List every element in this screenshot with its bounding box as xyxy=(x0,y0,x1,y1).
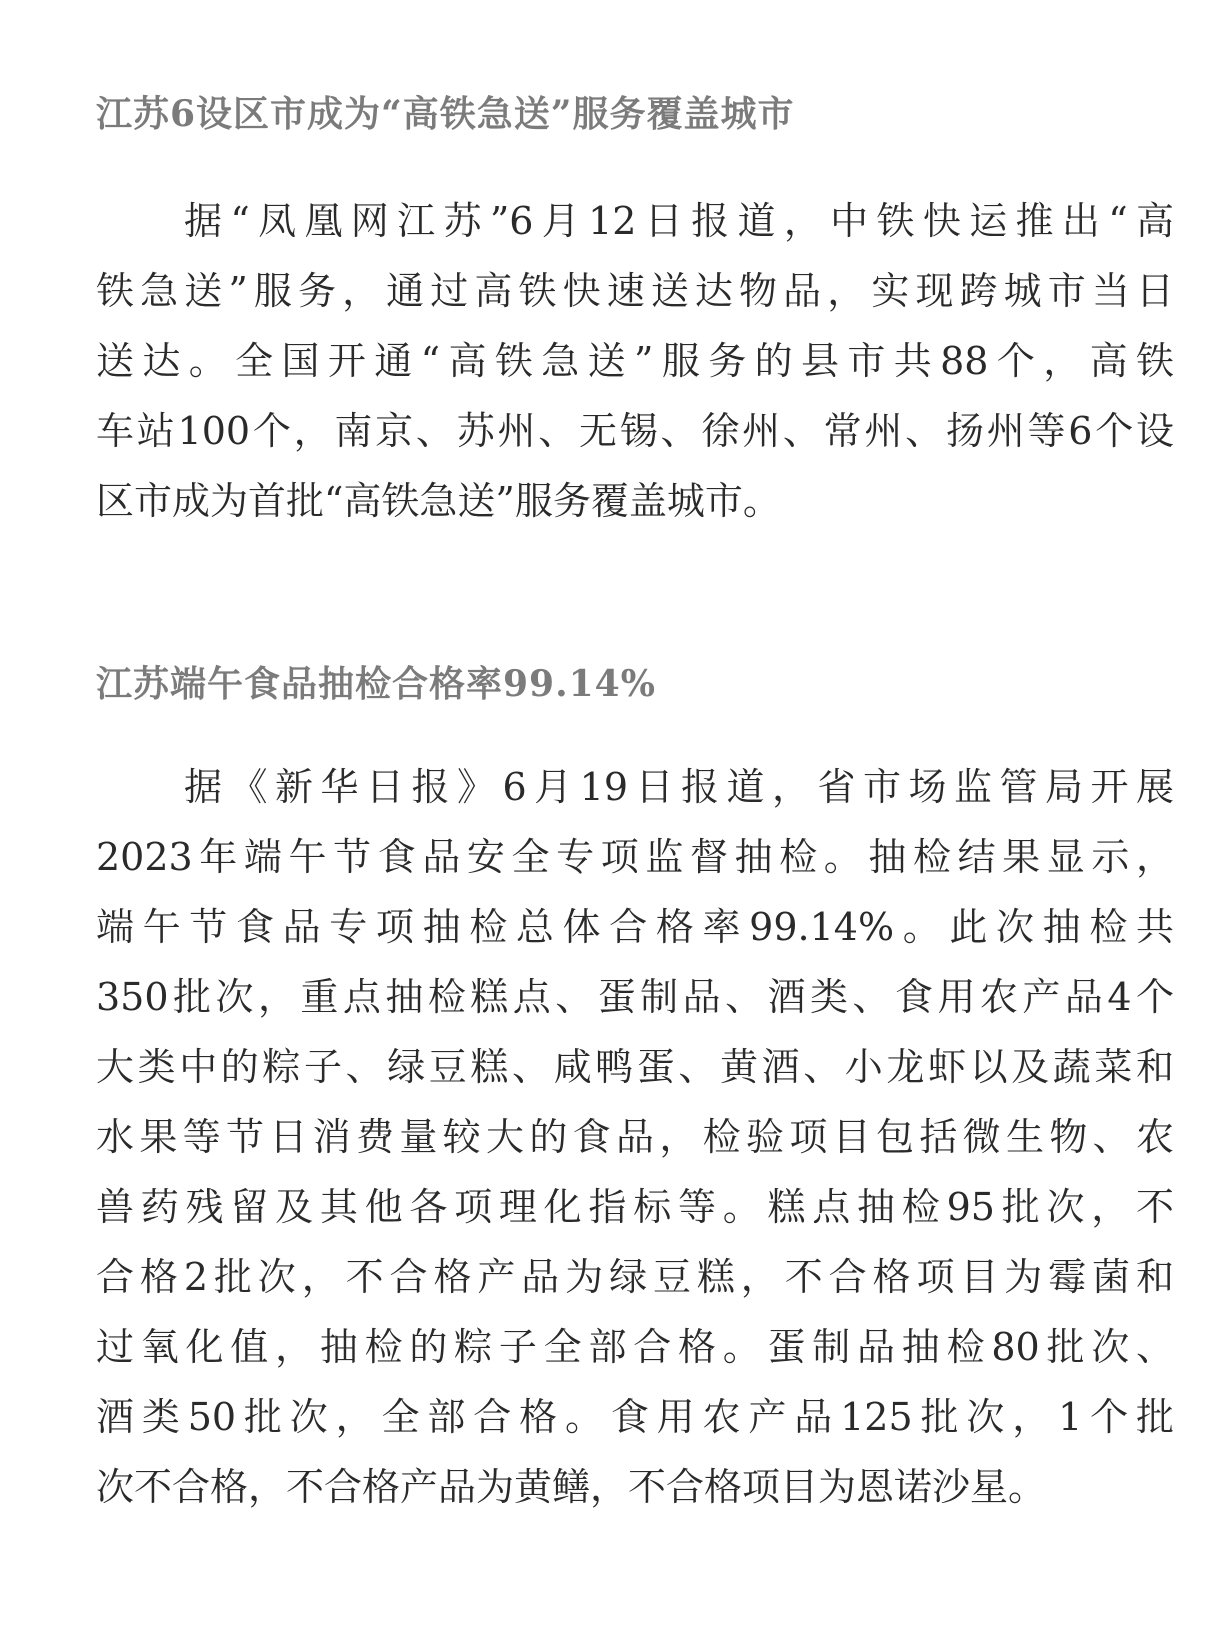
body-line: 车站100个，南京、苏州、无锡、徐州、常州、扬州等6个设 xyxy=(96,409,1174,453)
body-line: 过氧化值，抽检的粽子全部合格。蛋制品抽检80批次、 xyxy=(96,1325,1174,1369)
article-body xyxy=(96,186,1174,536)
body-line: 据“凤凰网江苏”6月12日报道，中铁快运推出“高 xyxy=(184,199,1174,243)
body-line: 大类中的粽子、绿豆糕、咸鸭蛋、黄酒、小龙虾以及蔬菜和 xyxy=(96,1045,1174,1089)
body-line: 据《新华日报》6月19日报道，省市场监管局开展 xyxy=(184,765,1174,809)
body-line: 合格2批次，不合格产品为绿豆糕，不合格项目为霉菌和 xyxy=(96,1255,1174,1299)
body-line: 次不合格，不合格产品为黄鳝，不合格项目为恩诺沙星。 xyxy=(96,1465,1047,1509)
body-line: 送达。全国开通“高铁急送”服务的县市共88个，高铁 xyxy=(96,339,1174,383)
article-title: 江苏端午食品抽检合格率99.14% xyxy=(96,663,656,705)
article-body xyxy=(96,752,1174,1522)
article-title: 江苏6设区市成为“高铁急送”服务覆盖城市 xyxy=(96,93,795,135)
body-line: 水果等节日消费量较大的食品，检验项目包括微生物、农 xyxy=(96,1115,1174,1159)
body-line: 酒类50批次，全部合格。食用农产品125批次，1个批 xyxy=(96,1395,1174,1439)
body-line: 350批次，重点抽检糕点、蛋制品、酒类、食用农产品4个 xyxy=(96,975,1174,1019)
body-line: 区市成为首批“高铁急送”服务覆盖城市。 xyxy=(96,479,781,523)
body-line: 兽药残留及其他各项理化指标等。糕点抽检95批次，不 xyxy=(96,1185,1174,1229)
body-line: 2023年端午节食品安全专项监督抽检。抽检结果显示， xyxy=(96,835,1174,879)
body-line: 铁急送”服务，通过高铁快速送达物品，实现跨城市当日 xyxy=(96,269,1174,313)
body-line: 端午节食品专项抽检总体合格率99.14%。此次抽检共 xyxy=(96,905,1174,949)
